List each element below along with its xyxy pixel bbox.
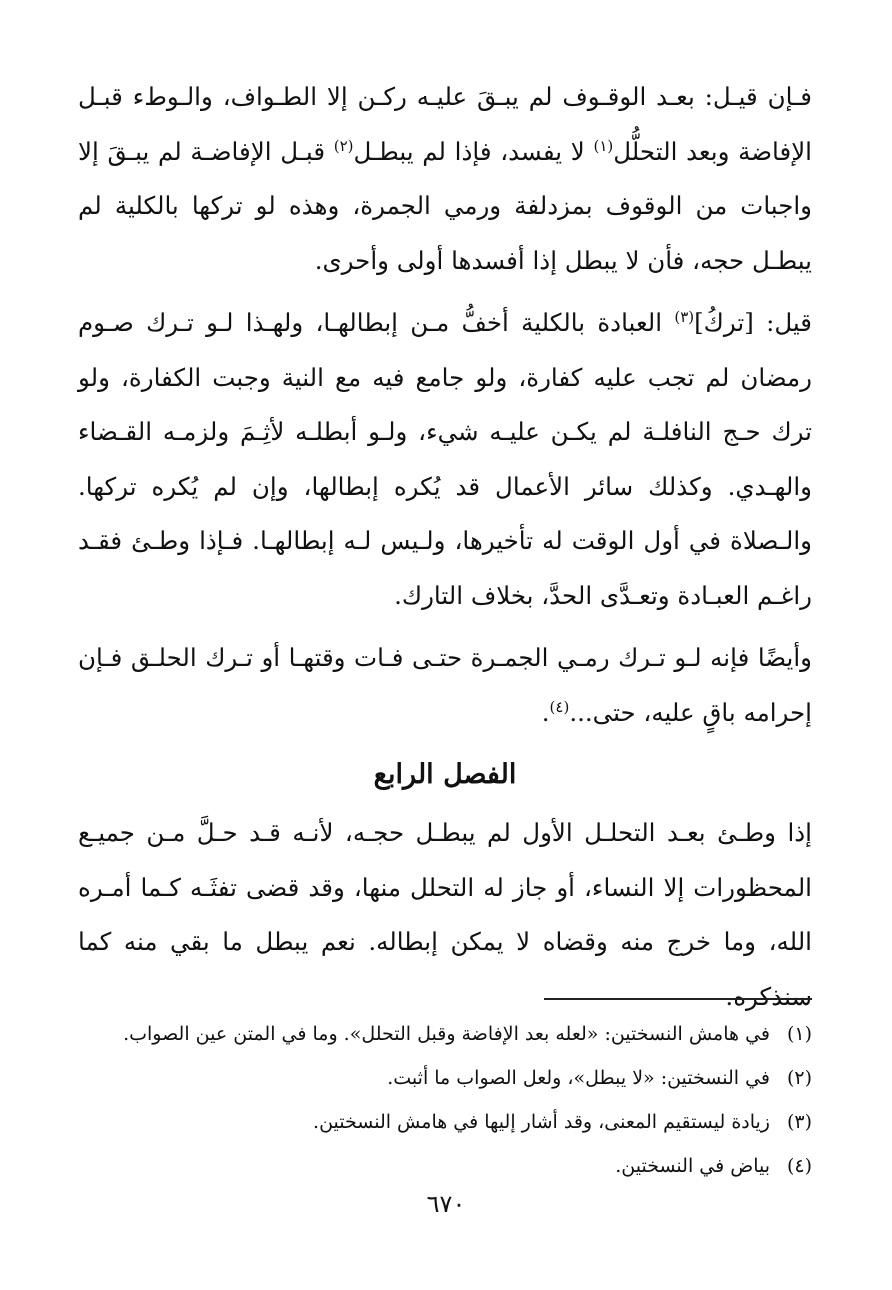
paragraph-2-text-a: قيل: [تركُ]	[694, 308, 812, 337]
footnote-item	[78, 1056, 812, 1100]
main-text	[78, 70, 812, 1032]
footnotes	[78, 1012, 812, 1188]
footnote-text: زيادة ليستقيم المعنى، وقد أشار إليها في هامش النسختين.	[313, 1111, 770, 1133]
paragraph-1	[78, 70, 812, 288]
footnote-number: (١)	[786, 1023, 812, 1045]
paragraph-4: إذا وطـئ بعـد التحلـل الأول لم يبطـل حجـه، لأنـه قـد حـلَّ مـن جميـع المحظورات إلا النساء، أو جاز له التحلل منها، وقد قضى تفثَـه كـما أمـره الله، وما خرج منه وقضاه لا يمكن إبطاله. نعم يبطل ما بقي منه كما سنذكره.	[78, 818, 812, 1011]
footnote-text: في النسختين: «لا يبطل»، ولعل الصواب ما أثبت.	[387, 1067, 770, 1089]
section-heading: الفصل الرابع	[373, 759, 517, 790]
footnote-number: (٤)	[786, 1155, 812, 1177]
footnote-ref-1[interactable]: (١)	[593, 136, 614, 155]
footnote-text: بياض في النسختين.	[615, 1155, 770, 1177]
paragraph-3-text-a: وأيضًا فإنه لـو تـرك رمـي الجمـرة حتـى فـات وقتهـا أو تـرك الحلـق فـإن إحرامه باقٍ عليه، حتى...	[78, 643, 812, 727]
footnote-item	[78, 1100, 812, 1144]
paragraph-3	[78, 631, 812, 740]
paragraph-1-text-b: لا يفسد، فإذا لم يبطـل	[353, 136, 594, 166]
page-number: ٦٧٠	[426, 1190, 466, 1218]
footnote-number: (٣)	[786, 1111, 812, 1133]
footnote-ref-2[interactable]: (٢)	[333, 136, 354, 155]
footnote-item	[78, 1012, 812, 1056]
footnote-item	[78, 1144, 812, 1188]
paragraph-2-text-b: العبادة بالكلية أخفُّ مـن إبطالهـا، ولهـذا لـو تـرك صـوم رمضان لم تجب عليه كفارة، ولو جامع فيه مع النية وجبت الكفارة، ولو ترك حـج النافلـة لم يكـن عليـه شيء، ولـو أبطلـه لأثِـمَ ولزمـه القـضاء والهـدي. وكذلك سائر الأعمال قد يُكره إبطالها، وإن لم يُكره تركها. والـصلاة في أول الوقت له تأخيرها، ولـيس لـه إبطالهـا. فـإذا وطـئ فقـد راغـم العبـادة وتعـدَّى الحدَّ، بخلاف التارك.	[78, 308, 812, 610]
paragraph-1-text-c: قبـل الإفاضـة لم يبـقَ إلا واجبات من الوقوف بمزدلفة ورمي الجمرة، وهذه لو تركها بالكلية لم يبطـل حجه، فأن لا يبطل إذا أفسدها أولى وأحرى.	[78, 136, 812, 275]
footnote-number: (٢)	[786, 1067, 812, 1089]
footnote-ref-3[interactable]: (٣)	[674, 307, 695, 326]
footnote-divider	[544, 998, 812, 1000]
paragraph-2	[78, 296, 812, 623]
footnote-ref-4[interactable]: (٤)	[549, 697, 570, 716]
paragraph-1-text-a: فـإن قيـل: بعـد الوقـوف لم يبـقَ عليـه ركـن إلا الطـواف، والـوطء قبـل الإفاضة وبعد التحلُّل	[78, 82, 812, 166]
footnote-text: في هامش النسختين: «لعله بعد الإفاضة وقبل التحلل». وما في المتن عين الصواب.	[123, 1023, 770, 1045]
paragraph-3-text-b: .	[541, 697, 550, 727]
